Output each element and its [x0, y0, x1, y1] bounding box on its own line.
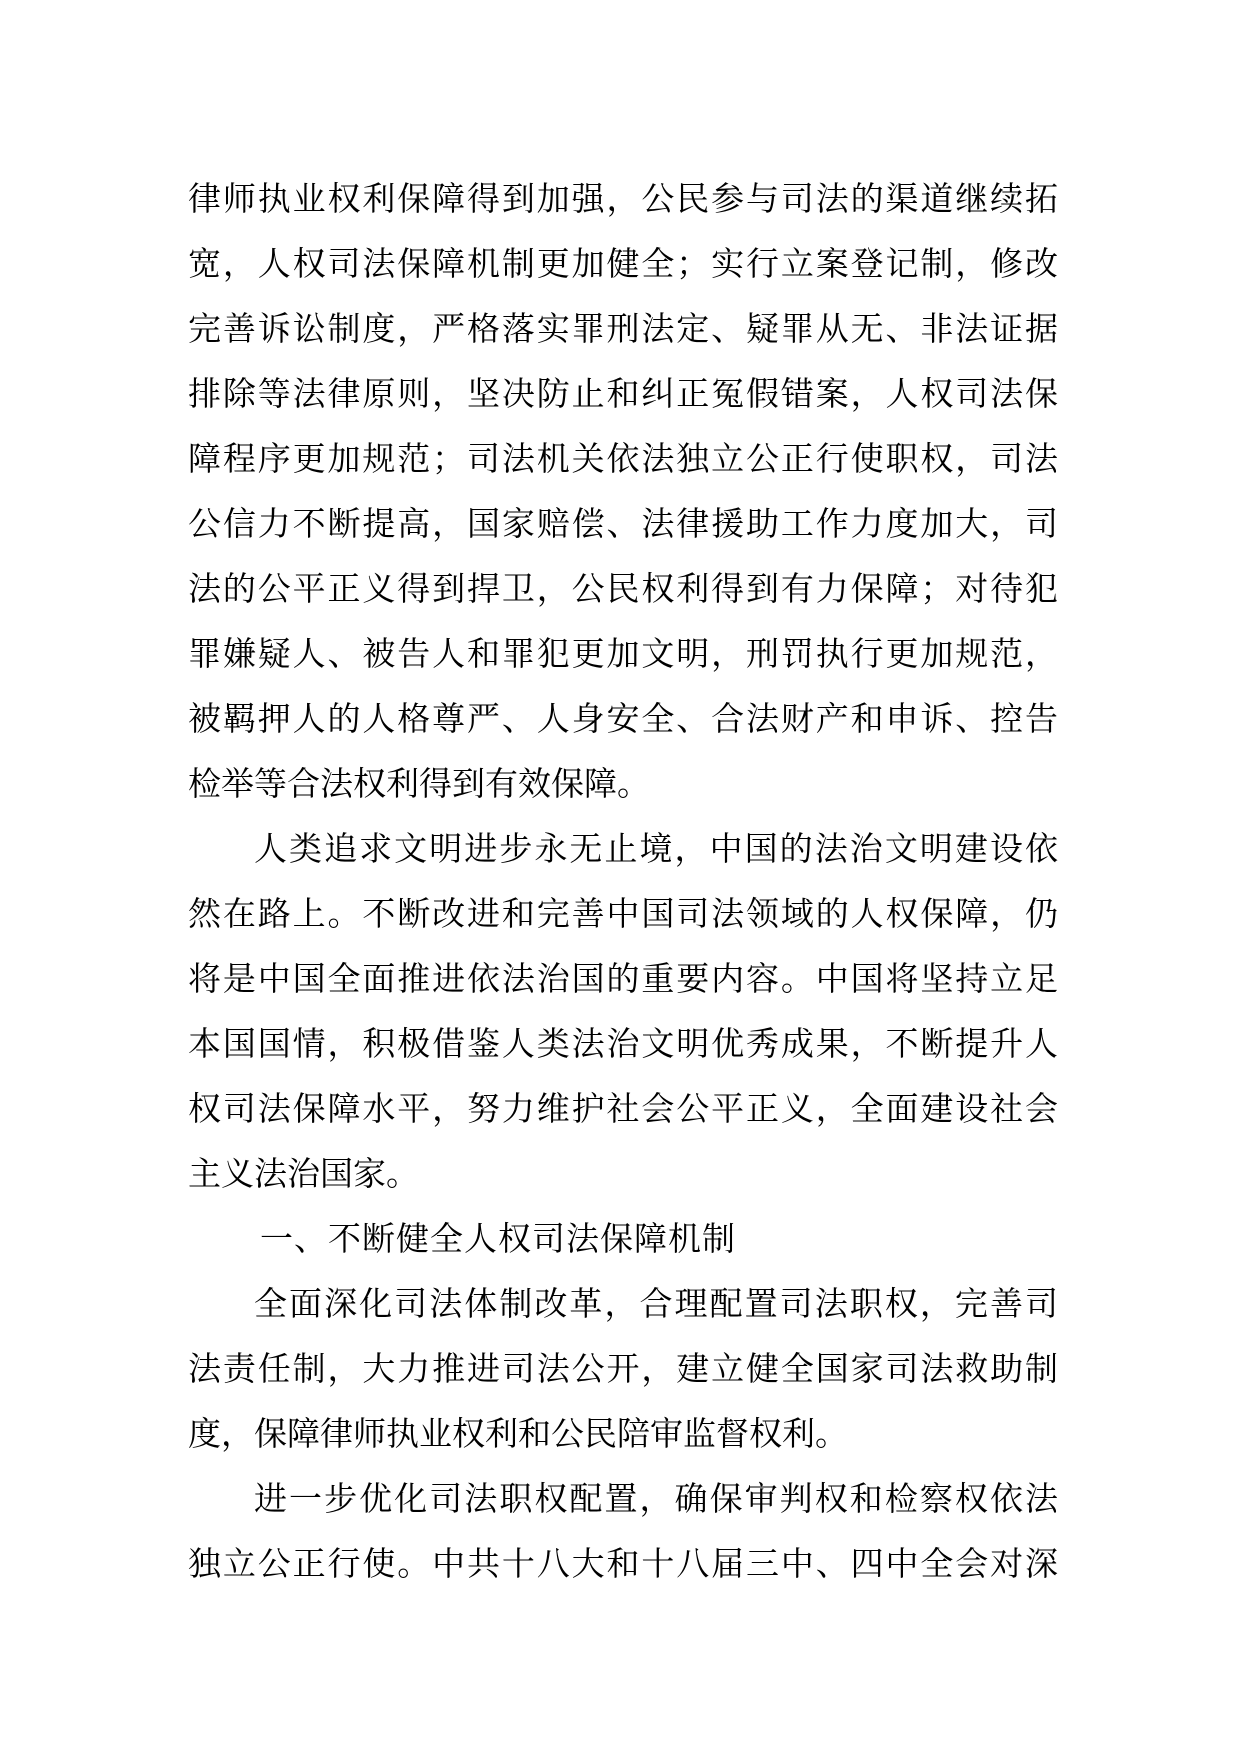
- text-line: 宽，人权司法保障机制更加健全；实行立案登记制，修改: [188, 244, 1058, 283]
- text-line: 然在路上。不断改进和完善中国司法领域的人权保障，仍: [188, 894, 1058, 933]
- text-line: 被羁押人的人格尊严、人身安全、合法财产和申诉、控告: [188, 699, 1058, 738]
- paragraph: [188, 1271, 1058, 1466]
- text-line: 主义法治国家。: [188, 1154, 419, 1193]
- text-line: 律师执业权利保障得到加强，公民参与司法的渠道继续拓: [188, 179, 1058, 218]
- text-line: 罪嫌疑人、被告人和罪犯更加文明，刑罚执行更加规范，: [188, 634, 1058, 673]
- section-heading: [188, 1206, 1058, 1271]
- text-line: 检举等合法权利得到有效保障。: [188, 764, 650, 803]
- text-line: 本国国情，积极借鉴人类法治文明优秀成果，不断提升人: [188, 1024, 1058, 1063]
- text-line: 进一步优化司法职权配置，确保审判权和检察权依法: [254, 1479, 1058, 1518]
- text-line: 障程序更加规范；司法机关依法独立公正行使职权，司法: [188, 439, 1058, 478]
- paragraph: [188, 166, 1058, 816]
- text-line: 将是中国全面推进依法治国的重要内容。中国将坚持立足: [188, 959, 1058, 998]
- paragraph: [188, 816, 1058, 1206]
- document-body: [188, 166, 1058, 1596]
- text-line: 法的公平正义得到捍卫，公民权利得到有力保障；对待犯: [188, 569, 1058, 608]
- text-line: 权司法保障水平，努力维护社会公平正义，全面建设社会: [188, 1089, 1058, 1128]
- paragraph: [188, 1466, 1058, 1596]
- text-line: 度，保障律师执业权利和公民陪审监督权利。: [188, 1414, 848, 1453]
- text-line: 独立公正行使。中共十八大和十八届三中、四中全会对深: [188, 1544, 1058, 1583]
- heading-text: 一、不断健全人权司法保障机制: [260, 1219, 736, 1258]
- text-line: 全面深化司法体制改革，合理配置司法职权，完善司: [254, 1284, 1058, 1323]
- text-line: 法责任制，大力推进司法公开，建立健全国家司法救助制: [188, 1349, 1058, 1388]
- text-line: 公信力不断提高，国家赔偿、法律援助工作力度加大，司: [188, 504, 1058, 543]
- text-line: 人类追求文明进步永无止境，中国的法治文明建设依: [254, 829, 1058, 868]
- text-line: 排除等法律原则，坚决防止和纠正冤假错案，人权司法保: [188, 374, 1058, 413]
- text-line: 完善诉讼制度，严格落实罪刑法定、疑罪从无、非法证据: [188, 309, 1058, 348]
